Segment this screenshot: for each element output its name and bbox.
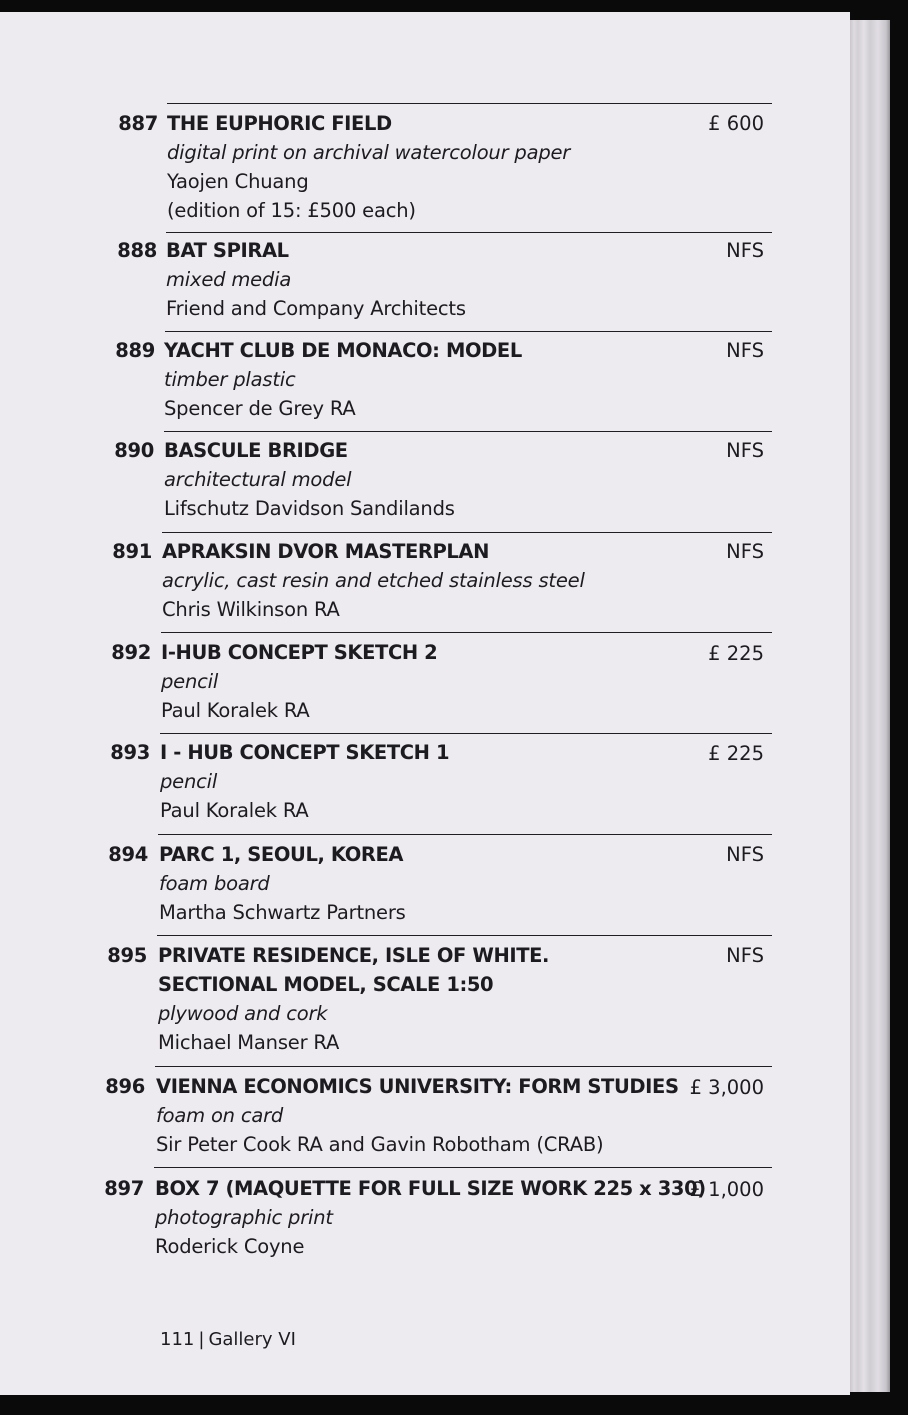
entry-divider: [167, 103, 772, 104]
entry-number: 893: [110, 741, 150, 764]
entry-divider: [160, 733, 772, 734]
entry-price: NFS: [726, 540, 764, 563]
entry-price: NFS: [726, 843, 764, 866]
entry-medium: acrylic, cast resin and etched stainless steel: [162, 569, 585, 592]
entry-divider: [154, 1167, 772, 1168]
entry-price: £ 3,000: [689, 1076, 764, 1099]
entry-price: NFS: [726, 339, 764, 362]
entry-divider: [155, 1066, 772, 1067]
section-name: Gallery VI: [208, 1329, 296, 1350]
entry-title: BOX 7 (MAQUETTE FOR FULL SIZE WORK 225 x 330): [155, 1177, 706, 1200]
entry-divider: [158, 834, 772, 835]
entry-title: THE EUPHORIC FIELD: [167, 112, 392, 135]
entry-divider: [166, 232, 772, 233]
entry-artist: Sir Peter Cook RA and Gavin Robotham (CRAB): [156, 1133, 604, 1156]
entry-number: 890: [114, 439, 154, 462]
entry-number: 888: [117, 239, 157, 262]
entry-medium: pencil: [160, 770, 218, 793]
entry-medium: timber plastic: [164, 368, 296, 391]
entry-price: £ 225: [708, 742, 764, 765]
entry-price: £ 225: [708, 642, 764, 665]
entry-divider: [165, 331, 772, 332]
entry-artist: Paul Koralek RA: [160, 799, 309, 822]
entry-medium: photographic print: [155, 1206, 333, 1229]
entry-number: 889: [115, 339, 155, 362]
entry-title: I-HUB CONCEPT SKETCH 2: [161, 641, 438, 664]
catalogue-page: [0, 12, 850, 1395]
page-footer: [160, 1328, 296, 1352]
page-edge: [850, 20, 890, 1392]
entry-title: YACHT CLUB DE MONACO: MODEL: [164, 339, 522, 362]
entry-price: NFS: [726, 944, 764, 967]
entry-artist: Friend and Company Architects: [166, 297, 466, 320]
entry-number: 895: [107, 944, 147, 967]
entry-artist: Martha Schwartz Partners: [159, 901, 406, 924]
entry-medium: pencil: [161, 670, 219, 693]
entry-divider: [161, 632, 772, 633]
entry-title: APRAKSIN DVOR MASTERPLAN: [162, 540, 490, 563]
entry-price: NFS: [726, 239, 764, 262]
entry-number: 896: [105, 1075, 145, 1098]
entry-title: BAT SPIRAL: [166, 239, 289, 262]
footer-separator: |: [198, 1329, 205, 1350]
page-number: 111: [160, 1329, 195, 1350]
entry-artist: Chris Wilkinson RA: [162, 598, 340, 621]
entry-artist: Lifschutz Davidson Sandilands: [164, 497, 455, 520]
entry-medium: plywood and cork: [158, 1002, 328, 1025]
entry-price: £ 600: [708, 112, 764, 135]
entry-artist: Spencer de Grey RA: [164, 397, 356, 420]
entry-price: £ 1,000: [689, 1178, 764, 1201]
entry-medium: mixed media: [166, 268, 292, 291]
entry-price: NFS: [726, 439, 764, 462]
entry-title: PARC 1, SEOUL, KOREA: [159, 843, 404, 866]
entry-number: 894: [108, 843, 148, 866]
entry-title: BASCULE BRIDGE: [164, 439, 348, 462]
entry-artist: Paul Koralek RA: [161, 699, 310, 722]
entry-title-line-2: SECTIONAL MODEL, SCALE 1:50: [158, 973, 494, 996]
entry-number: 891: [112, 540, 152, 563]
entry-medium: foam board: [159, 872, 270, 895]
entry-artist: Yaojen Chuang: [167, 170, 309, 193]
entry-artist: Michael Manser RA: [158, 1031, 340, 1054]
entry-number: 892: [111, 641, 151, 664]
entry-number: 887: [118, 112, 158, 135]
entry-edition-note: (edition of 15: £500 each): [167, 199, 416, 222]
entry-medium: architectural model: [164, 468, 352, 491]
entry-divider: [164, 431, 772, 432]
entry-number: 897: [104, 1177, 144, 1200]
entry-title: I - HUB CONCEPT SKETCH 1: [160, 741, 450, 764]
entry-title: VIENNA ECONOMICS UNIVERSITY: FORM STUDIES: [156, 1075, 679, 1098]
entry-medium: foam on card: [156, 1104, 284, 1127]
entry-artist: Roderick Coyne: [155, 1235, 305, 1258]
entry-medium: digital print on archival watercolour paper: [167, 141, 571, 164]
entry-divider: [162, 532, 772, 533]
entry-divider: [157, 935, 772, 936]
entry-title: PRIVATE RESIDENCE, ISLE OF WHITE.: [158, 944, 550, 967]
